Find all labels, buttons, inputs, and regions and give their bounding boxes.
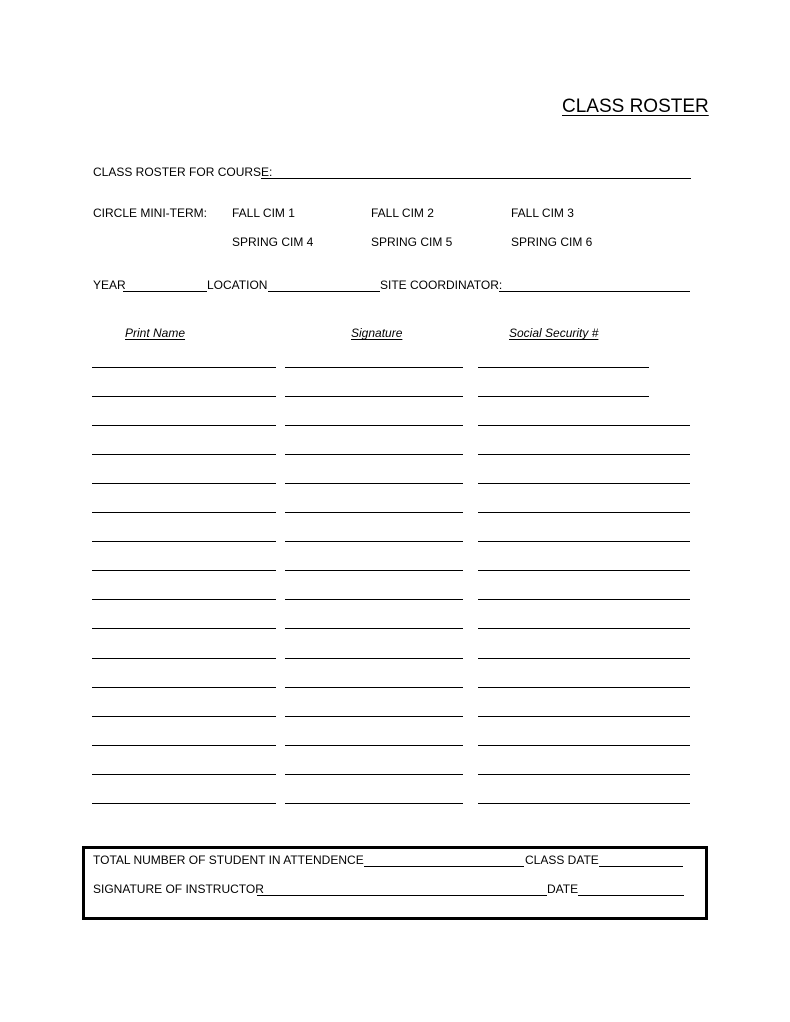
- ssn-field[interactable]: [478, 745, 690, 746]
- mini-term-option[interactable]: FALL CIM 3: [511, 206, 574, 220]
- print-name-field[interactable]: [92, 774, 276, 775]
- signature-field[interactable]: [285, 716, 463, 717]
- location-field[interactable]: [268, 291, 380, 292]
- print-name-field[interactable]: [92, 367, 276, 368]
- print-name-field[interactable]: [92, 658, 276, 659]
- ssn-field[interactable]: [478, 716, 690, 717]
- signature-field[interactable]: [285, 570, 463, 571]
- ssn-field[interactable]: [478, 803, 690, 804]
- print-name-field[interactable]: [92, 425, 276, 426]
- instructor-signature-label: SIGNATURE OF INSTRUCTOR: [93, 882, 264, 896]
- print-name-field[interactable]: [92, 628, 276, 629]
- mini-term-option[interactable]: FALL CIM 2: [371, 206, 434, 220]
- print-name-field[interactable]: [92, 570, 276, 571]
- ssn-field[interactable]: [478, 628, 690, 629]
- ssn-field[interactable]: [478, 425, 690, 426]
- ssn-field[interactable]: [478, 454, 690, 455]
- ssn-field[interactable]: [478, 396, 649, 397]
- signature-field[interactable]: [285, 628, 463, 629]
- year-label: YEAR: [93, 278, 126, 292]
- signature-field[interactable]: [285, 803, 463, 804]
- mini-term-label: CIRCLE MINI-TERM:: [93, 206, 207, 220]
- class-date-label: CLASS DATE: [525, 853, 599, 867]
- signature-field[interactable]: [285, 599, 463, 600]
- print-name-field[interactable]: [92, 512, 276, 513]
- signature-field[interactable]: [285, 658, 463, 659]
- page-title: CLASS ROSTER: [562, 96, 709, 117]
- print-name-field[interactable]: [92, 716, 276, 717]
- print-name-field[interactable]: [92, 687, 276, 688]
- signature-field[interactable]: [285, 483, 463, 484]
- instructor-signature-field[interactable]: [257, 895, 547, 896]
- print-name-field[interactable]: [92, 396, 276, 397]
- ssn-field[interactable]: [478, 658, 690, 659]
- ssn-field[interactable]: [478, 570, 690, 571]
- total-attendance-field[interactable]: [364, 866, 524, 867]
- signature-field[interactable]: [285, 774, 463, 775]
- signature-field[interactable]: [285, 367, 463, 368]
- signature-field[interactable]: [285, 454, 463, 455]
- column-header-ssn: Social Security #: [509, 326, 599, 340]
- signature-field[interactable]: [285, 745, 463, 746]
- site-coordinator-field[interactable]: [499, 291, 690, 292]
- total-attendance-label: TOTAL NUMBER OF STUDENT IN ATTENDENCE: [93, 853, 364, 867]
- print-name-field[interactable]: [92, 745, 276, 746]
- mini-term-option[interactable]: SPRING CIM 6: [511, 235, 593, 249]
- course-field[interactable]: [261, 178, 691, 179]
- signature-field[interactable]: [285, 541, 463, 542]
- site-coordinator-label: SITE COORDINATOR:: [380, 278, 503, 292]
- print-name-field[interactable]: [92, 454, 276, 455]
- print-name-field[interactable]: [92, 803, 276, 804]
- mini-term-option[interactable]: FALL CIM 1: [232, 206, 295, 220]
- course-label: CLASS ROSTER FOR COURSE:: [93, 165, 273, 179]
- print-name-field[interactable]: [92, 483, 276, 484]
- mini-term-option[interactable]: SPRING CIM 5: [371, 235, 453, 249]
- date-label: DATE: [547, 882, 579, 896]
- location-label: LOCATION: [207, 278, 268, 292]
- print-name-field[interactable]: [92, 541, 276, 542]
- date-field[interactable]: [578, 895, 684, 896]
- signature-field[interactable]: [285, 512, 463, 513]
- signature-field[interactable]: [285, 425, 463, 426]
- signature-field[interactable]: [285, 687, 463, 688]
- ssn-field[interactable]: [478, 541, 690, 542]
- mini-term-option[interactable]: SPRING CIM 4: [232, 235, 314, 249]
- ssn-field[interactable]: [478, 599, 690, 600]
- class-date-field[interactable]: [599, 866, 683, 867]
- ssn-field[interactable]: [478, 774, 690, 775]
- ssn-field[interactable]: [478, 367, 649, 368]
- signature-field[interactable]: [285, 396, 463, 397]
- year-field[interactable]: [123, 291, 207, 292]
- print-name-field[interactable]: [92, 599, 276, 600]
- ssn-field[interactable]: [478, 483, 690, 484]
- ssn-field[interactable]: [478, 512, 690, 513]
- column-header-signature: Signature: [351, 326, 403, 340]
- column-header-print-name: Print Name: [125, 326, 186, 340]
- ssn-field[interactable]: [478, 687, 690, 688]
